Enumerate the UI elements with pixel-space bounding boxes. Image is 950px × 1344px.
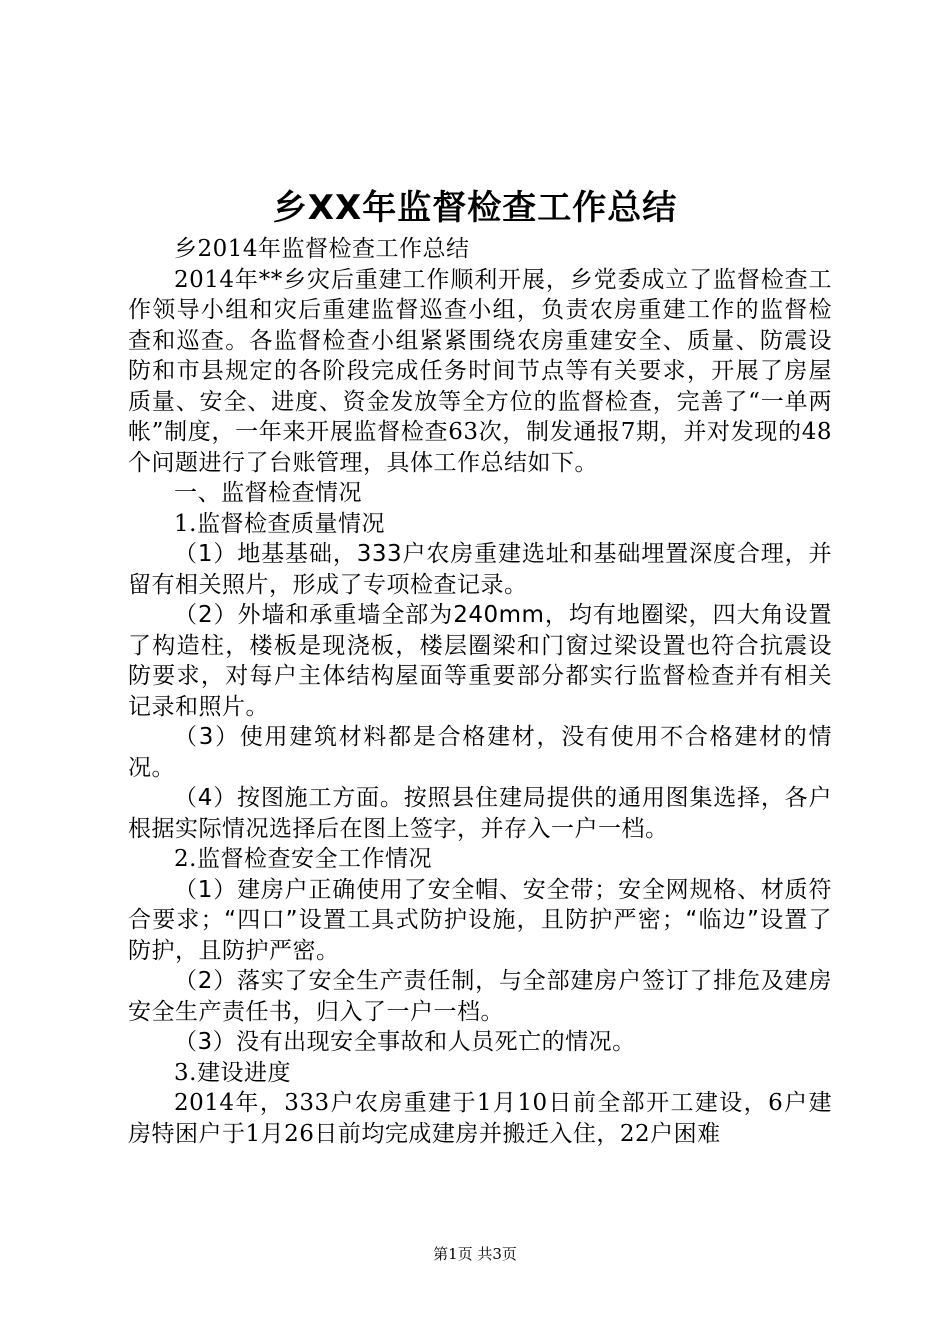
progress-paragraph: 2014年，333户农房重建于1月10日前全部开工建设，6户建房特困户于1月26日前均完成建房并搬迁入住，22户困难 bbox=[128, 1090, 832, 1147]
list-item: （2）落实了安全生产责任制，与全部建房户签订了排危及建房安全生产责任书，归入了一户一档。 bbox=[128, 968, 832, 1025]
subsection-heading: 3.建设进度 bbox=[174, 1059, 291, 1086]
intro-paragraph: 2014年**乡灾后重建工作顺利开展，乡党委成立了监督检查工作领导小组和灾后重建监督巡查小组，负责农房重建工作的监督检查和巡查。各监督检查小组紧紧围绕农房重建安全、质量、防震设防和市县规定的各阶段完成任务时间节点等有关要求，开展了房屋质量、安全、进度、资金发放等全方位的监督检查，完善了“一单两帐”制度，一年来开展监督检查63次，制发通报7期，并对发现的48个问题进行了台账管理，具体工作总结如下。 bbox=[128, 266, 832, 476]
subtitle-paragraph: 乡2014年监督检查工作总结 bbox=[174, 236, 470, 262]
document-title: 乡XX年监督检查工作总结 bbox=[272, 188, 678, 228]
list-item: （1）地基基础，333户农房重建选址和基础埋置深度合理，并留有相关照片，形成了专项检查记录。 bbox=[128, 541, 832, 598]
list-item: （4）按图施工方面。按照县住建局提供的通用图集选择，各户根据实际情况选择后在图上签字，并存入一户一档。 bbox=[128, 785, 832, 842]
subsection-heading: 2.监督检查安全工作情况 bbox=[174, 846, 432, 872]
document-body bbox=[128, 234, 832, 1149]
section-heading: 一、监督检查情况 bbox=[174, 480, 362, 506]
list-item: （2）外墙和承重墙全部为240mm，均有地圈梁，四大角设置了构造柱，楼板是现浇板，楼层圈梁和门窗过梁设置也符合抗震设防要求，对每户主体结构屋面等重要部分都实行监督检查并有相关记录和照片。 bbox=[128, 602, 832, 720]
page-number: 第1页 共3页 bbox=[433, 1245, 517, 1263]
subsection-heading: 1.监督检查质量情况 bbox=[174, 510, 385, 537]
list-item: （1）建房户正确使用了安全帽、安全带；安全网规格、材质符合要求；“四口”设置工具式防护设施，且防护严密；“临边”设置了防护，且防护严密。 bbox=[128, 876, 832, 964]
list-item: （3）使用建筑材料都是合格建材，没有使用不合格建材的情况。 bbox=[128, 724, 832, 781]
list-item: （3）没有出现安全事故和人员死亡的情况。 bbox=[174, 1029, 636, 1055]
